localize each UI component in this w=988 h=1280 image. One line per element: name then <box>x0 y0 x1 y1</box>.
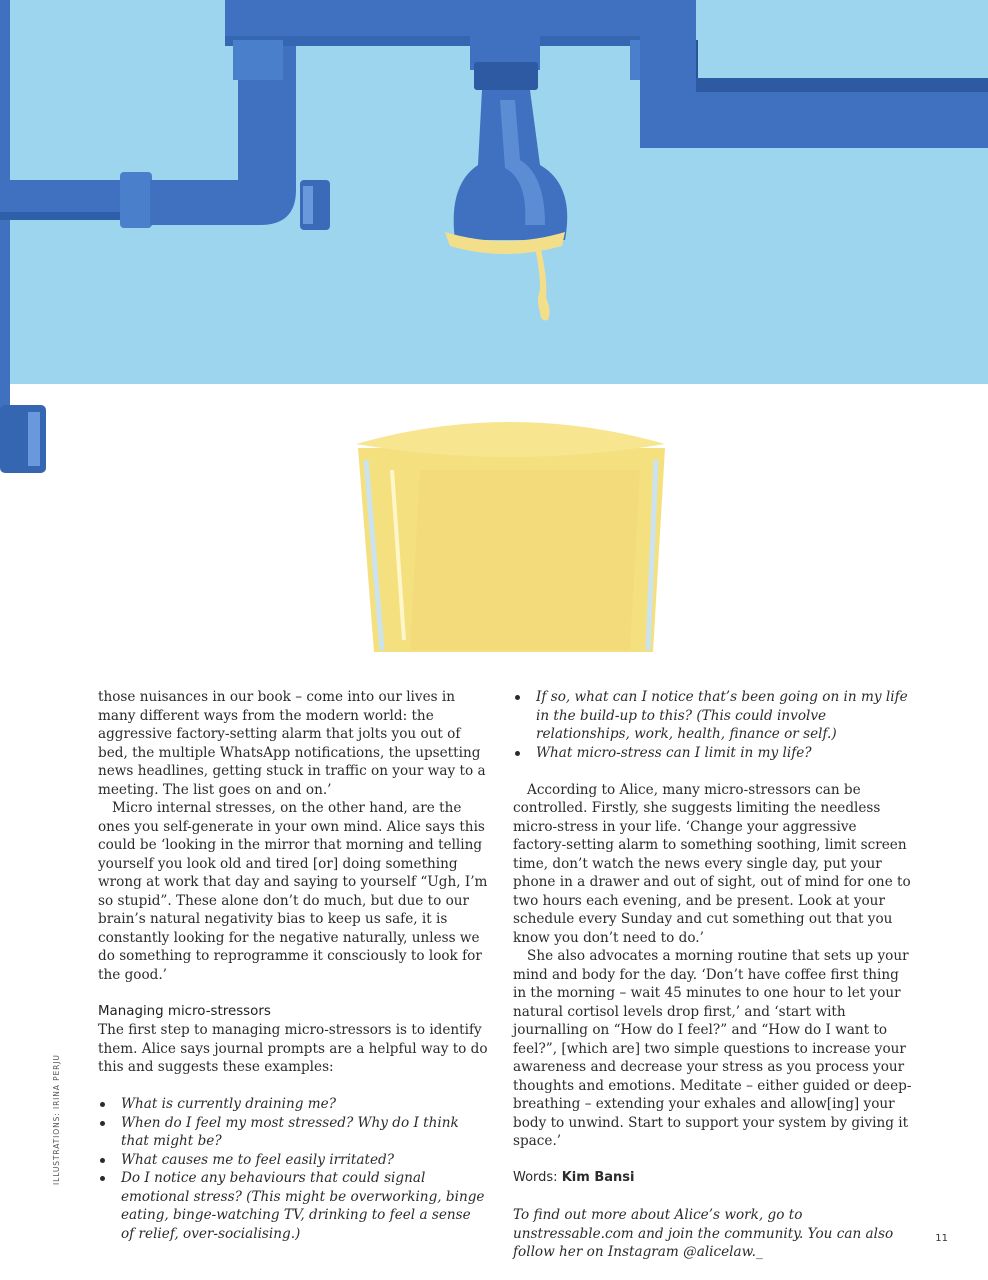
list-item: What is currently draining me? <box>98 1095 488 1114</box>
pipe-bottom-nut-face <box>28 412 40 466</box>
left-column <box>98 688 488 1243</box>
pipe-top-connector-band <box>225 36 665 46</box>
right-column <box>513 688 913 1262</box>
pipe-left-collar <box>120 172 152 228</box>
right-paragraph-2: She also advocates a morning routine that sets up your mind and body for the day. ‘Don’t have coffee first thing in the morning – wait 45 minutes to one hour to let your natural cortisol levels drop first,’ and ‘start with journalling on “How do I feel?” and “How do I want to feel?”, [which are] two simple questions to increase your awareness and decrease your stress as you process your thoughts and emotions. Meditate – either guided or deep-breathing – extending your exhales and allow[ing] your body to unwind. Start to support your system by giving it space.’ <box>513 948 912 1149</box>
spacer <box>513 1151 913 1170</box>
pipe-top-nut-left <box>233 40 283 80</box>
list-item: If so, what can I notice that’s been going on in my life in the build-up to this? (This could involve relationships, work, health, finance or self.) <box>513 688 913 744</box>
spacer <box>98 1077 488 1096</box>
section-heading: Managing micro-stressors <box>98 1003 271 1019</box>
pipe-right-horizontal-top <box>696 78 988 92</box>
tap-stem <box>470 0 540 70</box>
spacer <box>513 1188 913 1207</box>
list-item: When do I feel my most stressed? Why do I think that might be? <box>98 1114 488 1151</box>
illustration-credit: ILLUSTRATIONS: IRINA PERJU <box>52 1054 61 1185</box>
byline-label: Words: <box>513 1170 558 1185</box>
list-item: What causes me to feel easily irritated? <box>98 1151 488 1170</box>
right-paragraph-1: According to Alice, many micro-stressors can be controlled. Firstly, she suggests limiting the needless micro-stress in your life. ‘Change your aggressive factory-setting alarm to something soothing, limit screen time, don’t watch the news every single day, put your phone in a drawer and out of sight, out of mind for one to two hours each evening, and be present. Look at your schedule every Sunday and cut something out that you know you don’t need to do.’ <box>513 781 911 946</box>
spacer <box>513 762 913 781</box>
byline <box>513 1169 913 1188</box>
journal-prompts-list <box>98 1095 488 1243</box>
page-number: 11 <box>935 1233 948 1244</box>
left-paragraph-1: those nuisances in our book – come into our lives in many different ways from the modern world: the aggressive factory-setting alarm that jolts you out of bed, the multiple WhatsApp notifications, the upsetting news headlines, getting stuck in traffic on your way to a meeting. The list goes on and on.’ <box>98 689 486 798</box>
list-item: What micro-stress can I limit in my life? <box>513 744 913 763</box>
list-item: Do I notice any behaviours that could signal emotional stress? (This might be overworking, binge eating, binge-watching TV, drinking to feel a sense of relief, over-socialising.) <box>98 1169 488 1243</box>
pipe-left-horizontal-shadow <box>0 212 135 220</box>
left-paragraph-2: Micro internal stresses, on the other hand, are the ones you self-generate in your own mind. Alice says this could be ‘looking in the mirror that morning and telling yourself you look old and tired [or] doing something wrong at work that day and saying to yourself “Ugh, I’m so stupid”. These alone don’t do much, but due to our brain’s natural negativity bias to keep us safe, it is constantly looking for the negative naturally, unless we do something to reprogramme it consciously to look for the good.’ <box>98 800 488 983</box>
journal-prompts-list-continued <box>513 688 913 762</box>
pipe-top-connector <box>225 0 665 40</box>
glass-inner-shade <box>410 470 640 650</box>
tap-collar <box>474 62 538 90</box>
left-paragraph-3: The first step to managing micro-stressors is to identify them. Alice says journal prompts are a helpful way to do this and suggests these examples: <box>98 1022 488 1075</box>
closing-note: To find out more about Alice’s work, go to unstressable.com and join the community. You can also follow her on Instagram @alicelaw._ <box>513 1207 894 1260</box>
pipe-nut-face <box>303 186 313 224</box>
byline-author: Kim Bansi <box>561 1170 635 1185</box>
